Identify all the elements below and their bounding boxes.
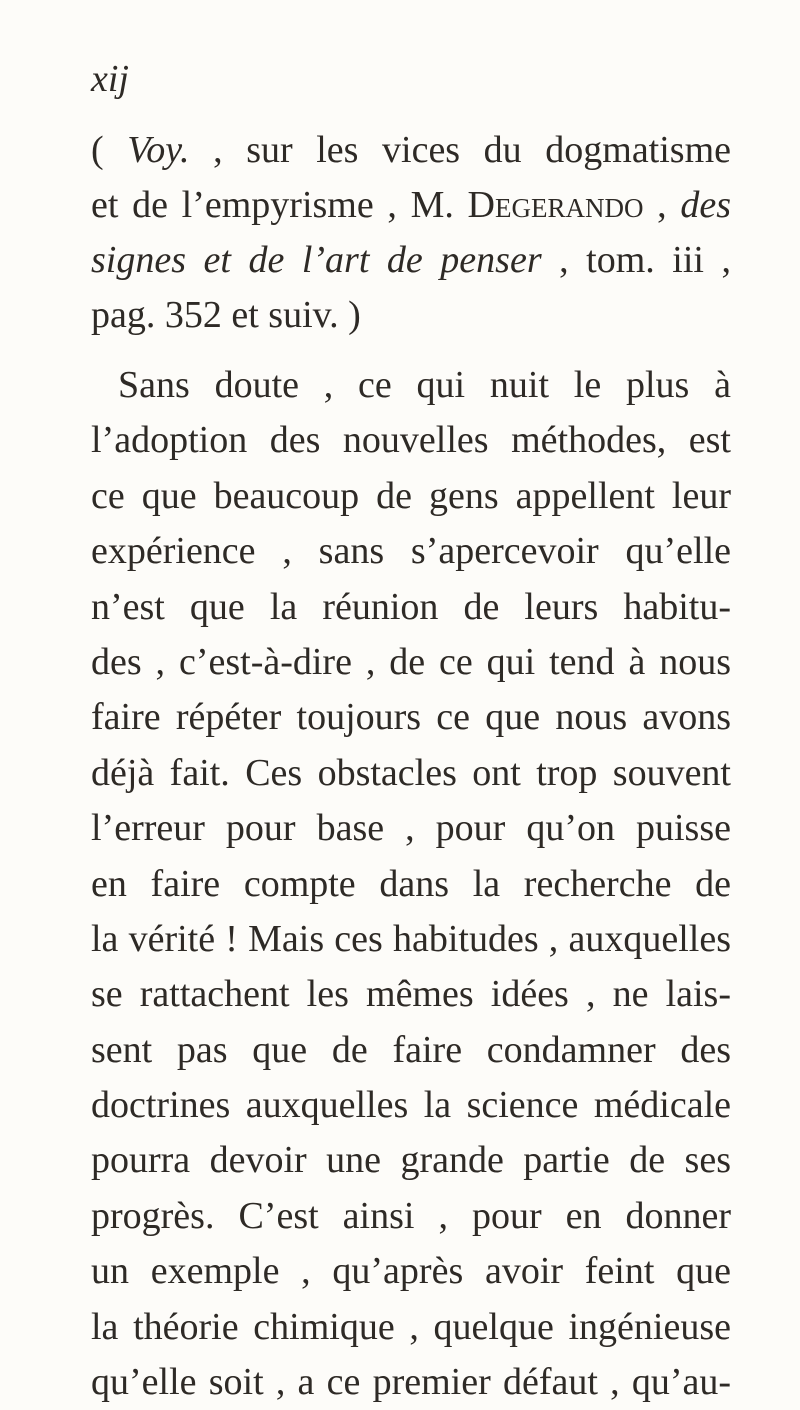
note-italic-text: des (680, 184, 732, 226)
note-text: pag. 352 et suiv. ) (91, 294, 361, 336)
body-line: Sans doute , ce qui nuit le plus à (118, 364, 731, 406)
body-line: la théorie chimique , quelque ingénieuse (91, 1305, 731, 1348)
book-title: signes et de l’art de penser (91, 239, 542, 281)
note-italic-text: Voy. (127, 129, 190, 171)
note-line (91, 233, 731, 288)
author-name: Degerando (467, 184, 644, 226)
note-text: ( (91, 129, 128, 171)
body-line: la vérité ! Mais ces habitudes , auxquelles (91, 917, 731, 960)
body-line: se rattachent les mêmes idées , ne lais- (91, 973, 731, 1016)
body-line: un exemple , qu’après avoir feint que (91, 1250, 731, 1293)
body-line: sent pas que de faire condamner des (91, 1028, 731, 1071)
body-line: ce que beaucoup de gens appellent leur (91, 474, 731, 517)
body-line: pourra devoir une grande partie de ses (91, 1139, 731, 1182)
body-line: l’erreur pour base , pour qu’on puisse (91, 807, 731, 850)
note-text: , sur les vices du dogmatisme (189, 129, 732, 171)
body-line: progrès. C’est ainsi , pour en donner (91, 1194, 731, 1237)
note-line (91, 123, 731, 178)
body-line: qu’elle soit , a ce premier défaut , qu’au- (91, 1361, 731, 1404)
note-line (91, 288, 731, 343)
body-line: doctrines auxquelles la science médicale (91, 1084, 731, 1127)
note-text: et de l’empyrisme , M. (91, 184, 468, 226)
note-text: , tom. iii , (541, 239, 731, 281)
body-line: en faire compte dans la recherche de (91, 862, 731, 905)
body-paragraph (91, 358, 731, 1410)
page-number: xij (91, 58, 129, 100)
note-text: , (643, 184, 681, 226)
body-line: l’adoption des nouvelles méthodes, est (91, 419, 731, 462)
body-line: expérience , sans s’apercevoir qu’elle (91, 530, 731, 573)
body-line: n’est que la réunion de leurs habitu- (91, 585, 731, 628)
body-line: déjà fait. Ces obstacles ont trop souvent (91, 751, 731, 794)
body-line: faire répéter toujours ce que nous avons (91, 696, 731, 739)
reference-note (91, 123, 731, 343)
note-line (91, 178, 731, 233)
body-line: des , c’est-à-dire , de ce qui tend à nous (91, 640, 731, 683)
